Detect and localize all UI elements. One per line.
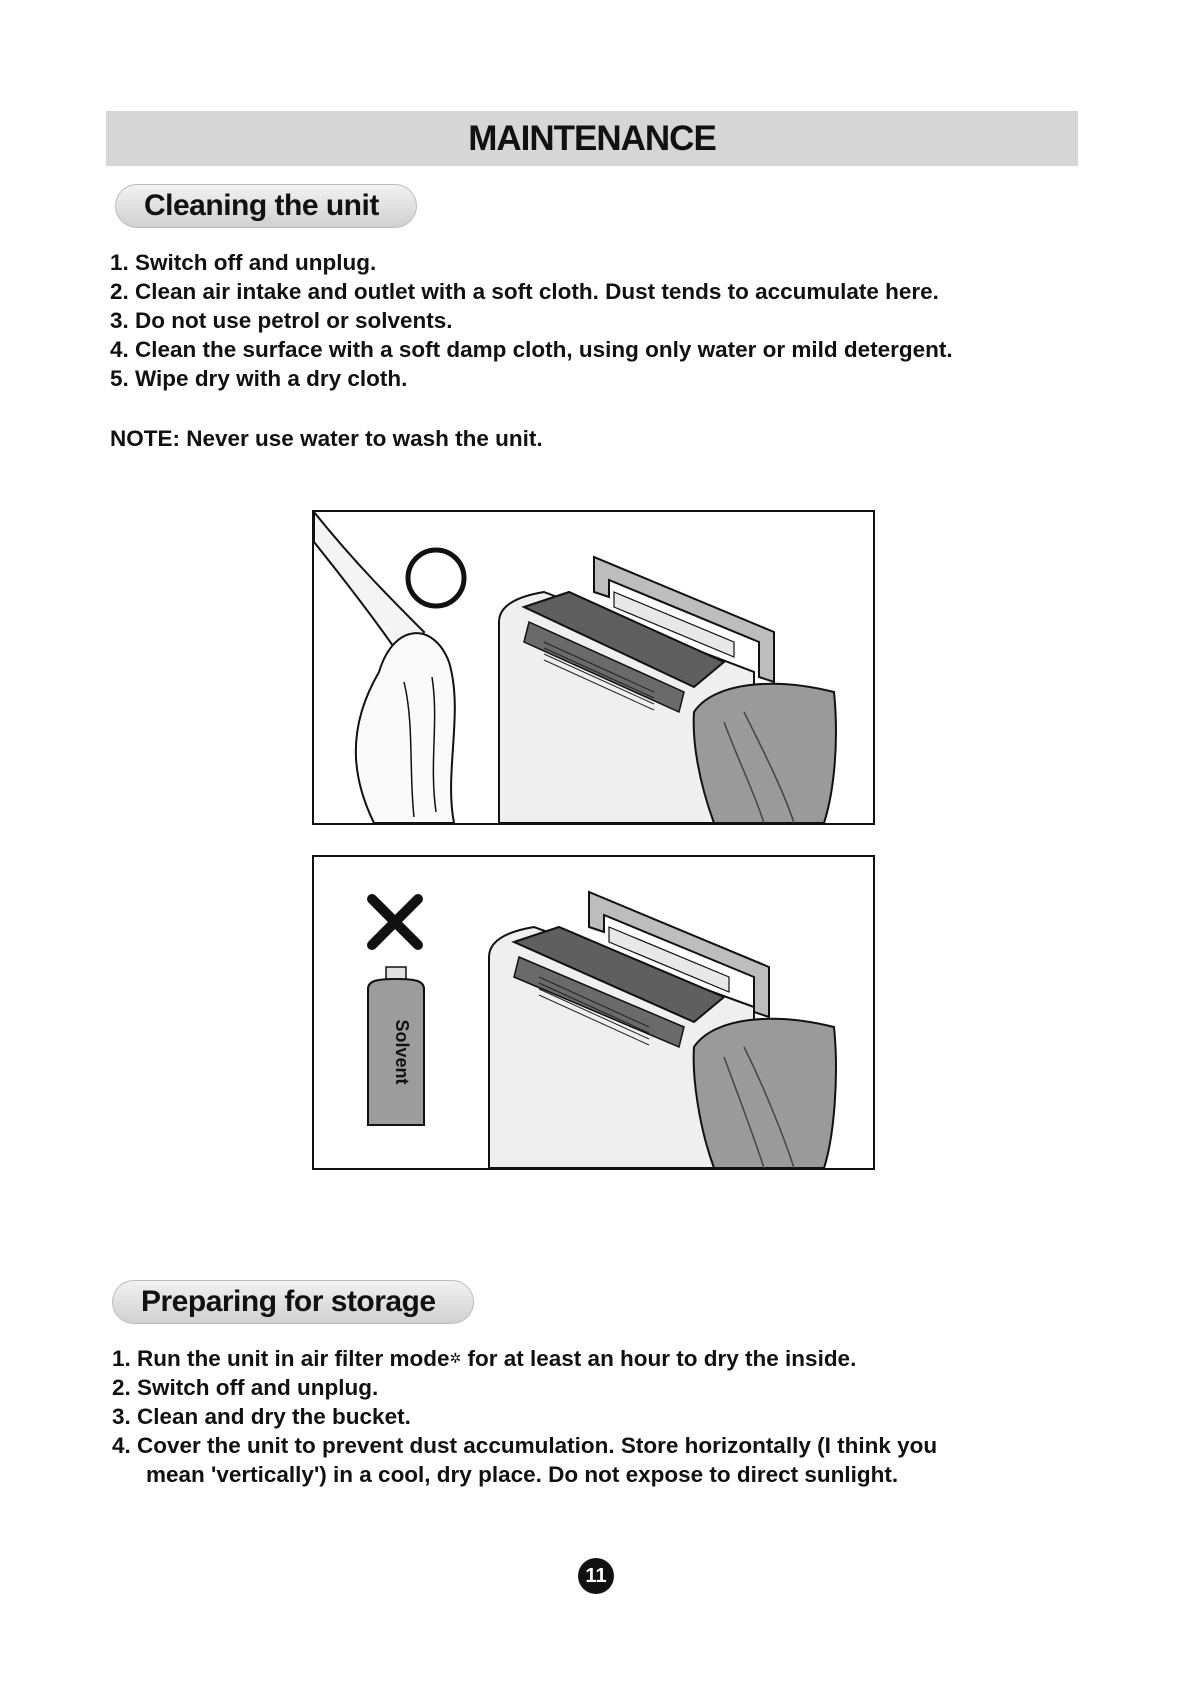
figure-correct-cleaning bbox=[312, 510, 875, 825]
list-item: 4. Clean the surface with a soft damp cloth, using only water or mild detergent. bbox=[110, 337, 953, 362]
solvent-can bbox=[368, 967, 424, 1125]
list-item: 5. Wipe dry with a dry cloth. bbox=[110, 366, 408, 391]
list-item: 3. Do not use petrol or solvents. bbox=[110, 308, 453, 333]
list-item: 3. Clean and dry the bucket. bbox=[112, 1404, 411, 1429]
cross-icon bbox=[372, 899, 418, 945]
list-item: 2. Clean air intake and outlet with a soft cloth. Dust tends to accumulate here. bbox=[110, 279, 939, 304]
circle-icon bbox=[408, 550, 464, 606]
page-number: 11 bbox=[578, 1558, 614, 1594]
list-item bbox=[112, 1344, 937, 1373]
cleaning-note: NOTE: Never use water to wash the unit. bbox=[110, 426, 543, 451]
list-item: 1. Switch off and unplug. bbox=[110, 250, 377, 275]
storage-step-1-start: 1. Run the unit in air filter mode bbox=[112, 1346, 450, 1371]
storage-step-4-continued: mean 'vertically') in a cool, dry place. Do not expose to direct sunlight. bbox=[146, 1462, 899, 1487]
dehumidifier-cloth-illustration bbox=[314, 512, 873, 823]
list-item: 2. Switch off and unplug. bbox=[112, 1375, 379, 1400]
storage-steps-list bbox=[112, 1344, 937, 1489]
figure-no-solvent bbox=[312, 855, 875, 1170]
list-item: 4. Cover the unit to prevent dust accumulation. Store horizontally (I think you bbox=[112, 1433, 938, 1458]
fan-icon: ✲ bbox=[449, 1350, 462, 1366]
solvent-label: Solvent bbox=[392, 1019, 412, 1085]
storage-step-1-end: for at least an hour to dry the inside. bbox=[461, 1346, 857, 1371]
dehumidifier-solvent-illustration bbox=[314, 857, 873, 1168]
section-heading-storage: Preparing for storage bbox=[112, 1280, 474, 1324]
cleaning-steps-list bbox=[110, 248, 953, 393]
section-heading-cleaning: Cleaning the unit bbox=[115, 184, 417, 228]
page-title: MAINTENANCE bbox=[106, 111, 1078, 166]
list-item bbox=[112, 1460, 937, 1489]
